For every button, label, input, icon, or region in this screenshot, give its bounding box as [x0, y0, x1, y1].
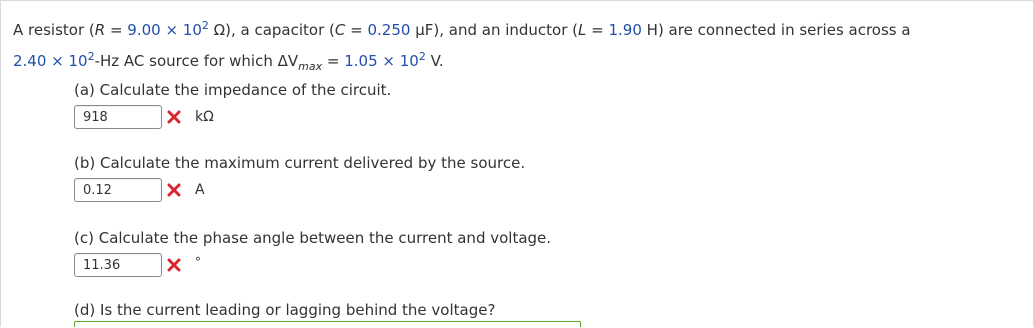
problem-text: A resistor ( — [13, 21, 95, 39]
problem-text: H) are connected in series across a — [641, 21, 911, 39]
part-b-answer-row — [74, 176, 525, 204]
part-a-answer-input[interactable]: 918 — [74, 105, 162, 129]
problem-text: = — [345, 21, 368, 39]
problem-text: Ω), a capacitor ( — [208, 21, 335, 39]
frequency-value: $2.40 \times 10^2$ — [13, 50, 95, 70]
problem-text: = — [105, 21, 128, 39]
inductance-symbol: L — [578, 21, 587, 39]
part-b — [74, 154, 525, 204]
x-mark-icon — [167, 110, 181, 124]
part-c-answer-row — [74, 251, 551, 279]
capacitance-symbol: C — [334, 21, 346, 39]
problem-text: μF), and an inductor ( — [410, 21, 579, 39]
part-d-answer-select[interactable] — [74, 321, 581, 327]
x-mark-icon — [167, 258, 181, 272]
problem-text: = — [586, 21, 609, 39]
part-a — [74, 81, 391, 131]
problem-statement — [13, 15, 1023, 77]
part-b-question: (b) Calculate the maximum current delivered by the source. — [74, 154, 526, 172]
resistance-value: $9.00 \times 10^2$ — [127, 19, 209, 39]
part-c-question: (c) Calculate the phase angle between the current and voltage. — [74, 229, 552, 247]
part-a-answer-row — [74, 103, 391, 131]
part-d-question: (d) Is the current leading or lagging behind the voltage? — [74, 301, 496, 319]
resistance-symbol: R — [94, 21, 106, 39]
part-c-unit: ° — [195, 255, 201, 269]
part-a-question: (a) Calculate the impedance of the circuit. — [74, 81, 392, 99]
x-mark-icon — [167, 183, 181, 197]
problem-text: = — [322, 52, 345, 70]
inductance-value: 1.90 — [608, 21, 642, 39]
max-subscript: max — [298, 60, 323, 73]
part-c-answer-input[interactable]: 11.36 — [74, 253, 162, 277]
problem-line-2 — [13, 46, 1023, 77]
part-d — [74, 301, 495, 319]
part-a-unit: kΩ — [195, 109, 214, 125]
problem-text: -Hz AC source for which ΔV — [94, 52, 299, 70]
capacitance-value: 0.250 — [367, 21, 411, 39]
part-b-unit: A — [195, 182, 205, 198]
part-b-answer-input[interactable]: 0.12 — [74, 178, 162, 202]
voltage-value: $1.05 \times 10^2$ — [344, 50, 426, 70]
problem-line-1 — [13, 15, 1023, 46]
part-c — [74, 229, 551, 279]
problem-text: V. — [425, 52, 444, 70]
